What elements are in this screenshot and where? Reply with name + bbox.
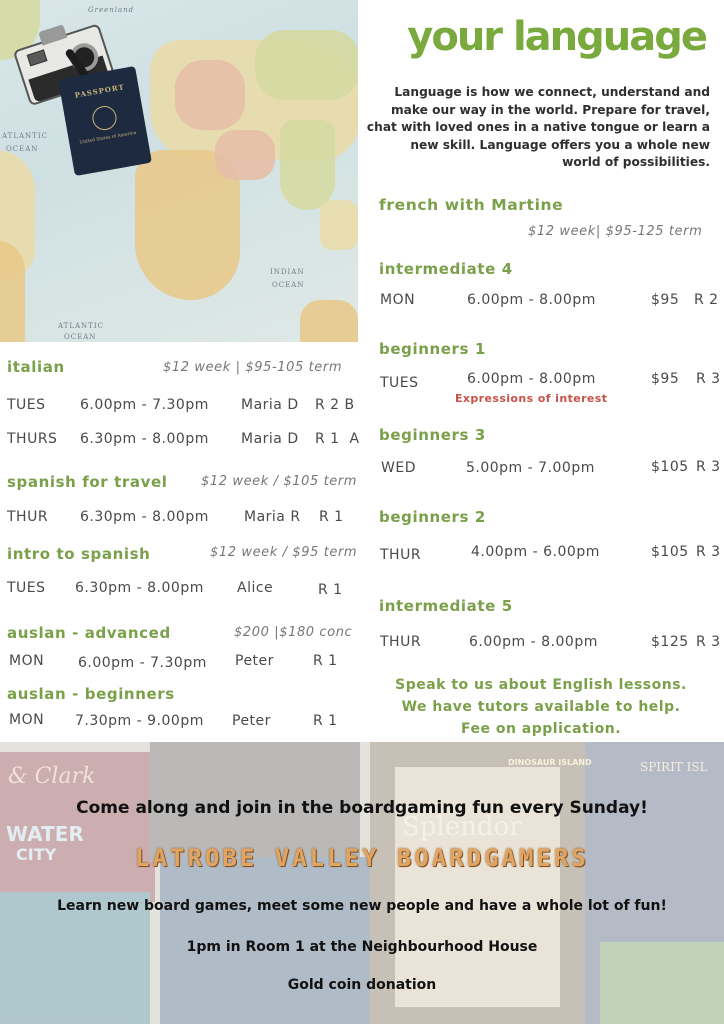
passport-country: United States of America (79, 130, 137, 146)
course-heading-auslan-beginners: auslan - beginners (7, 685, 175, 703)
course-heading-intro-spanish: intro to spanish (7, 545, 151, 563)
class-fee: $105 (651, 459, 689, 475)
map-label-atlantic-bottom: ATLANTIC (58, 322, 104, 330)
english-lessons-line: Speak to us about English lessons. (395, 677, 687, 693)
class-time: 6.30pm - 8.00pm (80, 509, 209, 525)
class-tutor: Maria D (241, 431, 299, 447)
class-day: TUES (7, 580, 46, 596)
map-label-greenland: Greenland (88, 6, 135, 14)
class-tutor: Peter (232, 713, 271, 729)
course-heading-auslan-advanced: auslan - advanced (7, 624, 171, 642)
boardgames-tagline: Learn new board games, meet some new people and have a whole lot of fun! (57, 898, 667, 914)
class-time: 4.00pm - 6.00pm (471, 544, 600, 560)
class-room: R 3 (696, 544, 721, 560)
english-lessons-line: We have tutors available to help. (401, 699, 681, 715)
world-map-photo (0, 0, 358, 342)
course-price-auslan-advanced: $200 |$180 conc (234, 625, 353, 640)
class-tutor: Alice (237, 580, 274, 596)
map-label-ocean-bottom: OCEAN (64, 333, 97, 341)
french-class-heading: intermediate 4 (379, 260, 513, 278)
page-title: your language (407, 14, 706, 60)
class-room: R 1 (313, 653, 338, 669)
class-day: TUES (7, 397, 46, 413)
class-tutor: Peter (235, 653, 274, 669)
class-room: R 1 (318, 582, 343, 598)
intro-line: world of possibilities. (562, 155, 710, 170)
boardgames-location: 1pm in Room 1 at the Neighbourhood House (186, 939, 538, 955)
intro-line: make our way in the world. Prepare for travel, (390, 102, 710, 117)
french-class-heading: beginners 3 (379, 426, 486, 444)
class-room: R 3 (696, 634, 721, 650)
class-day: THUR (7, 509, 49, 525)
class-time: 6.00pm - 8.00pm (467, 292, 596, 308)
class-room: R 2 B (315, 397, 355, 413)
class-time: 6.30pm - 8.00pm (80, 431, 209, 447)
english-lessons-line: Fee on application. (460, 721, 622, 737)
course-price-italian: $12 week | $95-105 term (163, 360, 343, 375)
class-room: R 2 (694, 292, 719, 308)
passport-title: PASSPORT (74, 82, 126, 100)
french-class-heading: intermediate 5 (379, 597, 513, 615)
class-time: 6.00pm - 8.00pm (467, 371, 596, 387)
passport-image (58, 66, 152, 176)
course-price-intro-spanish: $12 week / $95 term (210, 545, 358, 560)
map-label-ocean-indian: OCEAN (272, 281, 305, 289)
french-class-heading: beginners 1 (379, 340, 486, 358)
class-day: THUR (380, 634, 422, 650)
class-fee: $125 (651, 634, 689, 650)
class-day: WED (381, 460, 416, 476)
class-day: MON (9, 653, 45, 669)
intro-line: Language is how we connect, understand and (394, 85, 710, 99)
boardgames-headline: Come along and join in the boardgaming fun every Sunday! (76, 798, 648, 818)
expressions-of-interest-note: Expressions of interest (455, 392, 608, 405)
course-heading-italian: italian (7, 358, 65, 376)
course-price-spanish-travel: $12 week / $105 term (201, 474, 358, 489)
intro-line: new skill. Language offers you a whole new (410, 137, 710, 152)
eagle-seal-icon (91, 104, 119, 132)
class-room: R 1 (313, 713, 338, 729)
course-heading-spanish-travel: spanish for travel (7, 473, 168, 491)
class-fee: $105 (651, 544, 689, 560)
class-room: R 1 (319, 509, 344, 525)
class-day: MON (9, 712, 45, 728)
intro-paragraph (350, 84, 710, 172)
class-room: R 3 (696, 459, 721, 475)
french-heading: french with Martine (379, 196, 564, 214)
class-room: R 1 A (315, 431, 360, 447)
class-day: THURS (7, 431, 58, 447)
boardgames-donation: Gold coin donation (287, 977, 437, 993)
intro-line: chat with loved ones in a native tongue or learn a (366, 120, 710, 135)
class-fee: $95 (651, 292, 680, 308)
class-tutor: Maria R (244, 509, 301, 525)
class-day: MON (380, 292, 416, 308)
class-fee: $95 (651, 371, 680, 387)
class-day: THUR (380, 547, 422, 563)
class-tutor: Maria D (241, 397, 299, 413)
class-time: 6.00pm - 7.30pm (80, 397, 209, 413)
club-name-logo: LATROBE VALLEY BOARDGAMERS (135, 844, 589, 872)
class-time: 6.30pm - 8.00pm (75, 580, 204, 596)
class-time: 7.30pm - 9.00pm (75, 713, 204, 729)
class-time: 5.00pm - 7.00pm (466, 460, 595, 476)
map-label-atlantic-top: ATLANTIC (2, 132, 48, 140)
class-room: R 3 (696, 371, 721, 387)
class-day: TUES (380, 375, 419, 391)
map-label-ocean-top: OCEAN (6, 145, 39, 153)
french-price: $12 week| $95-125 term (528, 224, 703, 239)
class-time: 6.00pm - 7.30pm (78, 655, 207, 671)
class-time: 6.00pm - 8.00pm (469, 634, 598, 650)
french-class-heading: beginners 2 (379, 508, 486, 526)
boardgames-banner (0, 742, 724, 1024)
map-label-indian: INDIAN (270, 268, 305, 276)
